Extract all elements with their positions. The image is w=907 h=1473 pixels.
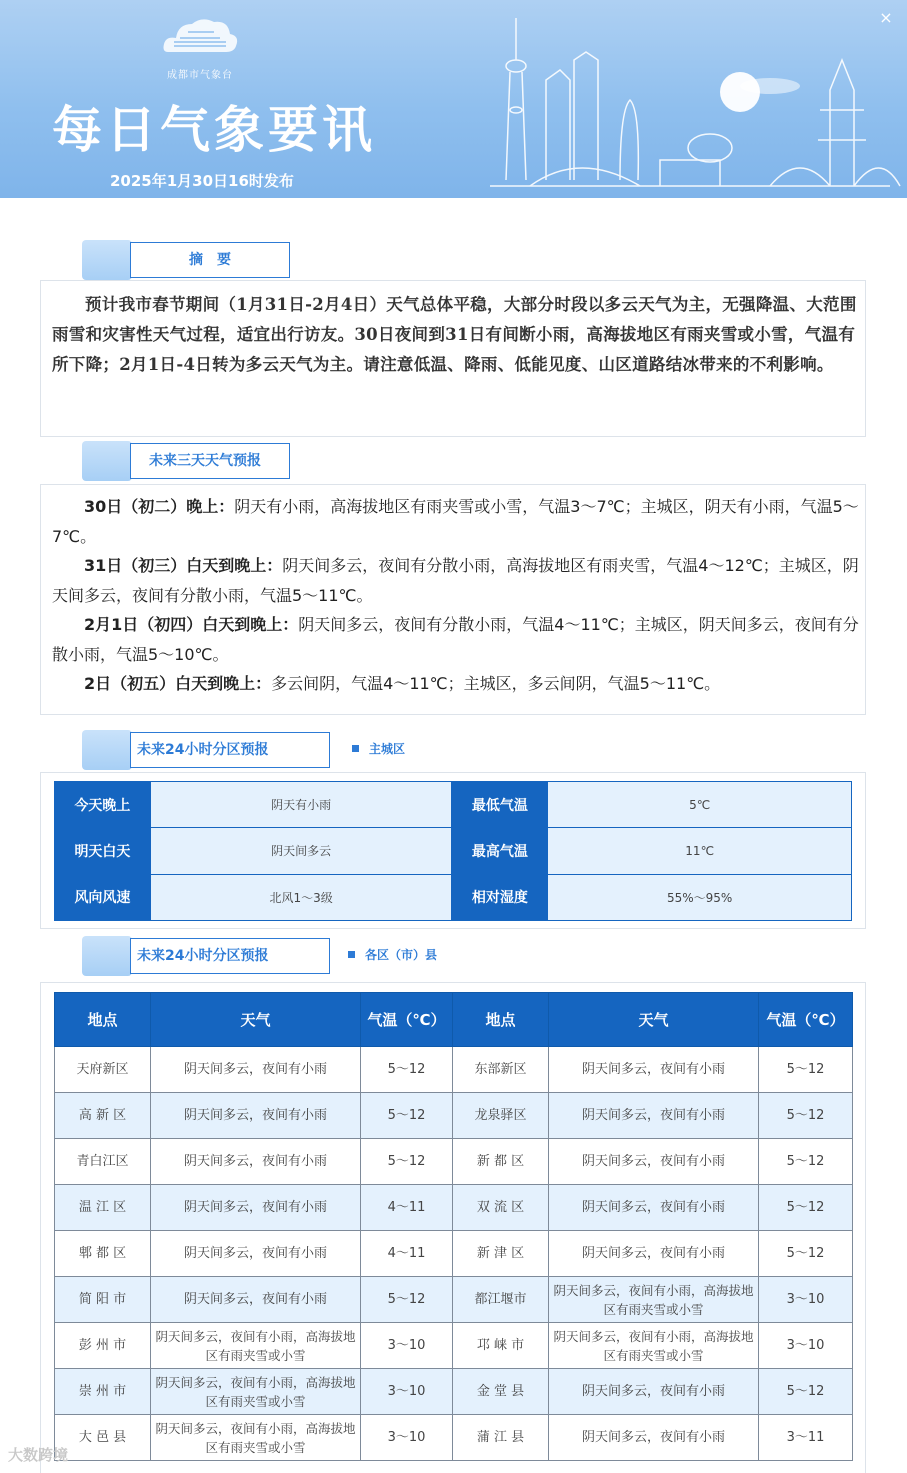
urban-heading: 未来24小时分区预报 bbox=[130, 732, 330, 768]
table-cell: 阴天间多云，夜间有小雨 bbox=[151, 1093, 361, 1139]
table-cell: 高 新 区 bbox=[55, 1093, 151, 1139]
table-cell: 崇 州 市 bbox=[55, 1369, 151, 1415]
table-cell: 大 邑 县 bbox=[55, 1415, 151, 1461]
district-forecast-table bbox=[54, 992, 853, 1461]
table-cell: 新 都 区 bbox=[453, 1139, 549, 1185]
table-cell: 阴天间多云，夜间有小雨 bbox=[549, 1093, 759, 1139]
table-cell: 11℃ bbox=[548, 828, 852, 874]
table-cell: 东部新区 bbox=[453, 1047, 549, 1093]
table-row bbox=[55, 1139, 853, 1185]
table-cell: 龙泉驿区 bbox=[453, 1093, 549, 1139]
table-row bbox=[55, 1231, 853, 1277]
table-cell: 北风1～3级 bbox=[150, 874, 452, 920]
table-cell: 3～11 bbox=[759, 1415, 853, 1461]
table-cell: 彭 州 市 bbox=[55, 1323, 151, 1369]
table-cell: 阴天间多云，夜间有小雨 bbox=[549, 1139, 759, 1185]
cloud-logo-icon bbox=[160, 12, 240, 56]
table-cell: 郫 都 区 bbox=[55, 1231, 151, 1277]
table-cell: 金 堂 县 bbox=[453, 1369, 549, 1415]
table-cell: 5～12 bbox=[361, 1277, 453, 1323]
table-cell: 阴天间多云，夜间有小雨 bbox=[151, 1277, 361, 1323]
table-cell: 3～10 bbox=[361, 1323, 453, 1369]
cloud-icon bbox=[82, 936, 132, 976]
district-subheading: 各区（市）县 bbox=[348, 946, 437, 963]
district-section-header bbox=[82, 936, 462, 976]
table-cell: 阴天间多云，夜间有小雨 bbox=[151, 1047, 361, 1093]
table-row bbox=[55, 1277, 853, 1323]
table-row bbox=[55, 874, 852, 920]
table-cell: 3～10 bbox=[361, 1415, 453, 1461]
table-cell: 天府新区 bbox=[55, 1047, 151, 1093]
three-day-section-header bbox=[82, 441, 292, 481]
table-row bbox=[55, 1369, 853, 1415]
table-cell: 5～12 bbox=[759, 1231, 853, 1277]
column-header: 天气 bbox=[549, 993, 759, 1047]
table-cell: 阴天间多云，夜间有小雨 bbox=[151, 1139, 361, 1185]
column-header: 天气 bbox=[151, 993, 361, 1047]
table-cell: 3～10 bbox=[759, 1277, 853, 1323]
table-cell: 邛 崃 市 bbox=[453, 1323, 549, 1369]
table-cell: 55%～95% bbox=[548, 874, 852, 920]
table-cell: 蒲 江 县 bbox=[453, 1415, 549, 1461]
table-row bbox=[55, 828, 852, 874]
table-cell: 4～11 bbox=[361, 1231, 453, 1277]
three-day-forecast bbox=[52, 492, 862, 699]
table-cell: 5～12 bbox=[361, 1139, 453, 1185]
district-heading: 未来24小时分区预报 bbox=[130, 938, 330, 974]
forecast-item: 2日（初五）白天到晚上：多云间阴，气温4～11℃；主城区，多云间阴，气温5～11℃。 bbox=[84, 674, 721, 693]
summary-text: 预计我市春节期间（1月31日-2月4日）天气总体平稳，大部分时段以多云天气为主，无强降温、大范围雨雪和灾害性天气过程，适宜出行访友。30日夜间到31日有间断小雨，高海拔地区有雨夹雪或小雪，气温有所下降；2月1日-4日转为多云天气为主。请注意低温、降雨、低能见度、山区道路结冰带来的不利影响。 bbox=[52, 295, 857, 374]
table-cell: 5℃ bbox=[548, 782, 852, 828]
table-cell: 阴天间多云，夜间有小雨 bbox=[549, 1185, 759, 1231]
district-table-body bbox=[55, 1047, 853, 1461]
table-cell: 阴天间多云，夜间有小雨 bbox=[549, 1415, 759, 1461]
table-row bbox=[55, 1323, 853, 1369]
summary-section-header bbox=[82, 240, 292, 280]
table-cell: 最高气温 bbox=[452, 828, 548, 874]
cloud-icon bbox=[82, 730, 132, 770]
table-cell: 阴天间多云，夜间有小雨 bbox=[151, 1231, 361, 1277]
table-cell: 青白江区 bbox=[55, 1139, 151, 1185]
table-cell: 3～10 bbox=[759, 1323, 853, 1369]
page-title: 每日气象要讯 bbox=[52, 101, 376, 159]
table-cell: 5～12 bbox=[759, 1093, 853, 1139]
table-cell: 最低气温 bbox=[452, 782, 548, 828]
table-cell: 明天白天 bbox=[55, 828, 151, 874]
table-cell: 阴天间多云，夜间有小雨，高海拔地区有雨夹雪或小雪 bbox=[151, 1323, 361, 1369]
cloud-icon bbox=[82, 441, 132, 481]
issue-date: 2025年1月30日16时发布 bbox=[110, 172, 294, 190]
table-cell: 5～12 bbox=[759, 1369, 853, 1415]
table-cell: 阴天间多云，夜间有小雨，高海拔地区有雨夹雪或小雪 bbox=[151, 1369, 361, 1415]
table-cell: 阴天有小雨 bbox=[150, 782, 452, 828]
table-cell: 相对湿度 bbox=[452, 874, 548, 920]
forecast-item: 30日（初二）晚上：阴天有小雨，高海拔地区有雨夹雪或小雪，气温3～7℃；主城区，阴天有小雨，气温5～7℃。 bbox=[52, 497, 859, 546]
table-row bbox=[55, 782, 852, 828]
table-cell: 阴天间多云，夜间有小雨，高海拔地区有雨夹雪或小雪 bbox=[151, 1415, 361, 1461]
table-cell: 双 流 区 bbox=[453, 1185, 549, 1231]
column-header: 气温（℃） bbox=[759, 993, 853, 1047]
table-row bbox=[55, 1185, 853, 1231]
urban-forecast-table bbox=[54, 781, 852, 921]
table-cell: 阴天间多云，夜间有小雨 bbox=[151, 1185, 361, 1231]
table-cell: 阴天间多云 bbox=[150, 828, 452, 874]
table-row bbox=[55, 1415, 853, 1461]
table-cell: 5～12 bbox=[361, 1047, 453, 1093]
urban-subheading: 主城区 bbox=[352, 740, 405, 757]
table-cell: 5～12 bbox=[361, 1093, 453, 1139]
forecast-item: 2月1日（初四）白天到晚上：阴天间多云，夜间有分散小雨，气温4～11℃；主城区，阴天间多云，夜间有分散小雨，气温5～10℃。 bbox=[52, 615, 859, 664]
table-cell: 阴天间多云，夜间有小雨，高海拔地区有雨夹雪或小雪 bbox=[549, 1277, 759, 1323]
column-header: 地点 bbox=[453, 993, 549, 1047]
table-cell: 温 江 区 bbox=[55, 1185, 151, 1231]
bureau-name: 成都市气象台 bbox=[167, 70, 233, 81]
table-cell: 5～12 bbox=[759, 1185, 853, 1231]
header-banner bbox=[0, 0, 907, 198]
summary-heading: 摘 要 bbox=[130, 242, 290, 278]
table-cell: 阴天间多云，夜间有小雨 bbox=[549, 1369, 759, 1415]
table-cell: 4～11 bbox=[361, 1185, 453, 1231]
city-skyline-illustration bbox=[470, 0, 907, 198]
cloud-icon bbox=[82, 240, 132, 280]
close-icon[interactable]: × bbox=[879, 8, 893, 27]
table-cell: 风向风速 bbox=[55, 874, 151, 920]
urban-section-header bbox=[82, 730, 442, 770]
column-header: 地点 bbox=[55, 993, 151, 1047]
table-cell: 阴天间多云，夜间有小雨 bbox=[549, 1047, 759, 1093]
table-cell: 5～12 bbox=[759, 1139, 853, 1185]
watermark: 大数跨境 bbox=[8, 1446, 69, 1464]
table-cell: 阴天间多云，夜间有小雨，高海拔地区有雨夹雪或小雪 bbox=[549, 1323, 759, 1369]
table-cell: 今天晚上 bbox=[55, 782, 151, 828]
three-day-heading: 未来三天天气预报 bbox=[130, 443, 290, 479]
table-cell: 5～12 bbox=[759, 1047, 853, 1093]
table-cell: 新 津 区 bbox=[453, 1231, 549, 1277]
table-cell: 3～10 bbox=[361, 1369, 453, 1415]
table-cell: 阴天间多云，夜间有小雨 bbox=[549, 1231, 759, 1277]
column-header: 气温（℃） bbox=[361, 993, 453, 1047]
table-cell: 都江堰市 bbox=[453, 1277, 549, 1323]
table-header-row bbox=[55, 993, 853, 1047]
table-cell: 简 阳 市 bbox=[55, 1277, 151, 1323]
table-row bbox=[55, 1047, 853, 1093]
forecast-item: 31日（初三）白天到晚上：阴天间多云，夜间有分散小雨，高海拔地区有雨夹雪，气温4～12℃；主城区，阴天间多云，夜间有分散小雨，气温5～11℃。 bbox=[52, 556, 859, 605]
table-row bbox=[55, 1093, 853, 1139]
